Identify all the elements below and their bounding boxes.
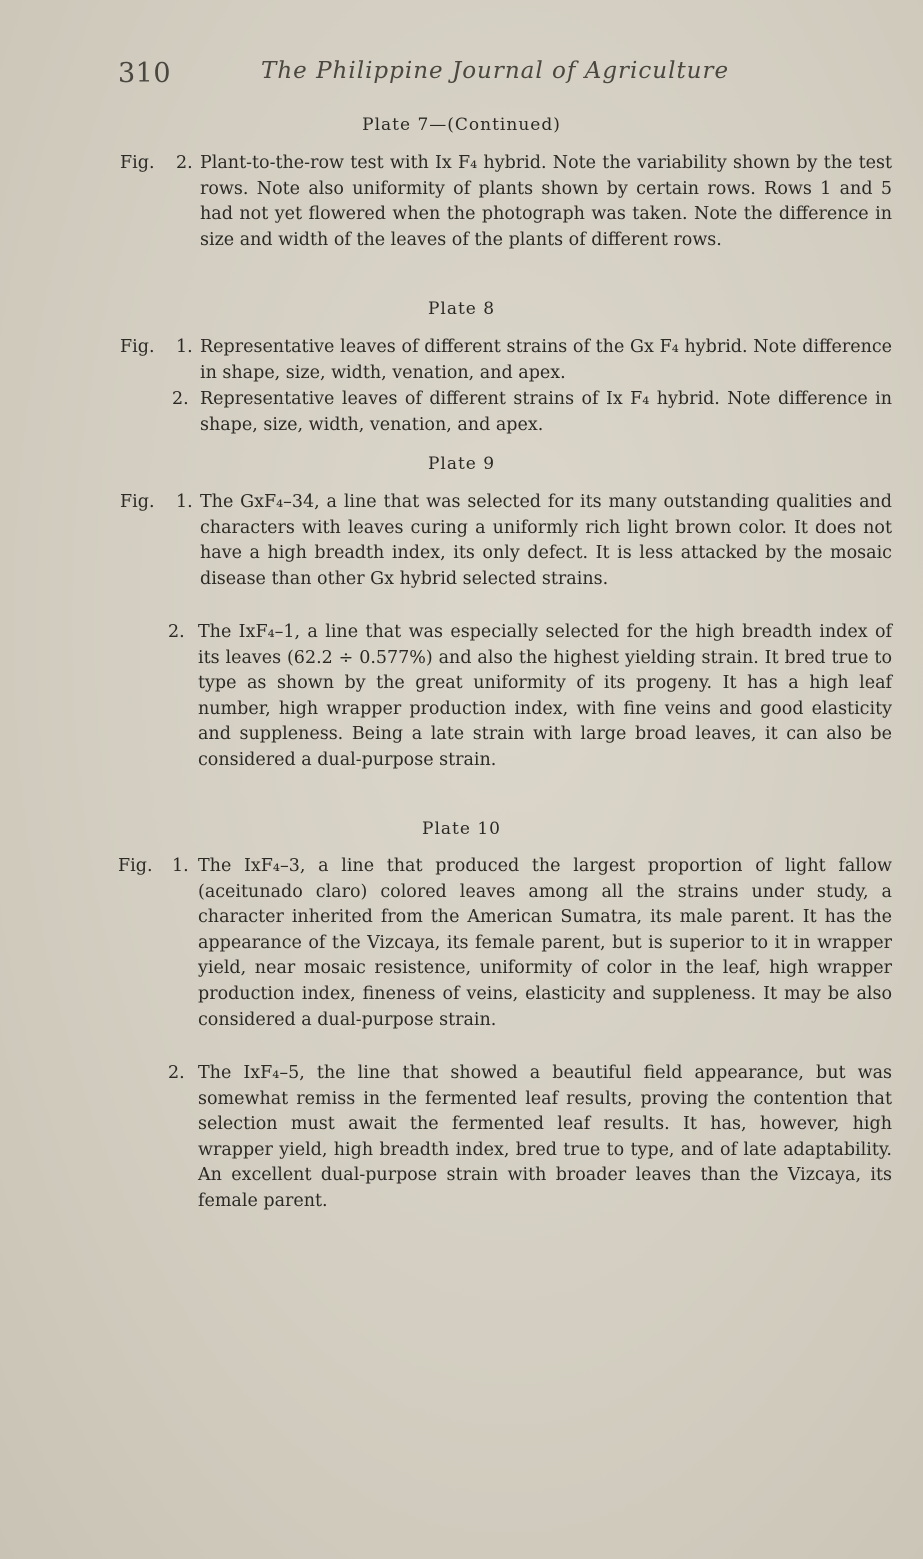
- plate-8-heading: Plate 8: [427, 299, 496, 319]
- plate-7-fig-2: [120, 151, 892, 279]
- fig-number: 1.: [176, 337, 193, 357]
- fig-caption: Plant-to-the-row test with Ix F₄ hybrid. Note the variability shown by the test rows. Note also uniformity of plants shown by certain rows. Rows 1 and 5 had not yet flowered when the photograph was taken. Note the difference in size and width of the leaves of the plants of different rows.: [200, 153, 892, 250]
- plate-9-heading: Plate 9: [427, 454, 496, 474]
- fig-number: 1.: [172, 856, 189, 876]
- fig-label: Fig.: [118, 856, 153, 876]
- fig-caption: The IxF₄–5, the line that showed a beautiful field appearance, but was somewhat remiss in the fermented leaf results, proving the contention that selection must await the fermented leaf results. It has, however, high wrapper yield, high breadth index, bred true to type, and of late adaptability. An excellent dual-purpose strain with broader leaves than the Vizcaya, its female parent.: [198, 1063, 892, 1211]
- fig-caption: Representative leaves of different strains of Ix F₄ hybrid. Note difference in shape, size, width, venation, and apex.: [200, 389, 892, 435]
- plate-9-fig-1: [120, 490, 892, 618]
- fig-number: 2.: [168, 622, 185, 642]
- running-header: [118, 58, 818, 92]
- fig-number: 2.: [176, 153, 193, 173]
- fig-caption: The IxF₄–1, a line that was especially selected for the high breadth index of its leaves (62.2 ÷ 0.577%) and also the highest yielding strain. It bred true to type as shown by the great uniformity of its progeny. It has a high leaf number, high wrapper production index, with fine veins and good elasticity and suppleness. Being a late strain with large broad leaves, it can also be considered a dual-purpose strain.: [198, 622, 892, 770]
- plate-8-fig-1: [120, 335, 892, 387]
- plate-10-heading: Plate 10: [422, 819, 501, 839]
- fig-label: Fig.: [120, 153, 155, 173]
- fig-label: Fig.: [120, 337, 155, 357]
- plate-10-fig-1: [118, 854, 892, 1060]
- fig-caption: The IxF₄–3, a line that produced the largest proportion of light fallow (aceitunado claro) colored leaves among all the strains under study, a character inherited from the American Sumatra, its male parent. It has the appearance of the Vizcaya, its female parent, but is superior to it in wrapper yield, near mosaic resistence, uniformity of color in the leaf, high wrapper production index, fineness of veins, elasticity and suppleness. It may be also considered a dual-purpose strain.: [198, 856, 892, 1030]
- fig-number: 1.: [176, 492, 193, 512]
- fig-number: 2.: [172, 389, 189, 409]
- page-number: 310: [118, 58, 172, 89]
- fig-number: 2.: [168, 1063, 185, 1083]
- journal-title: The Philippine Journal of Agriculture: [261, 58, 730, 84]
- plate-8-fig-2: [120, 387, 892, 439]
- fig-label: Fig.: [120, 492, 155, 512]
- plate-7-heading: Plate 7—(Continued): [362, 115, 561, 135]
- fig-caption: The GxF₄–34, a line that was selected for its many outstanding qualities and characters with leaves curing a uniformly rich light brown color. It does not have a high breadth index, its only defect. It is less attacked by the mosaic disease than other Gx hybrid selected strains.: [200, 492, 892, 589]
- plate-9-fig-2: [120, 620, 892, 800]
- fig-caption: Representative leaves of different strains of the Gx F₄ hybrid. Note difference in shape, size, width, venation, and apex.: [200, 337, 892, 383]
- plate-10-fig-2: [118, 1061, 892, 1215]
